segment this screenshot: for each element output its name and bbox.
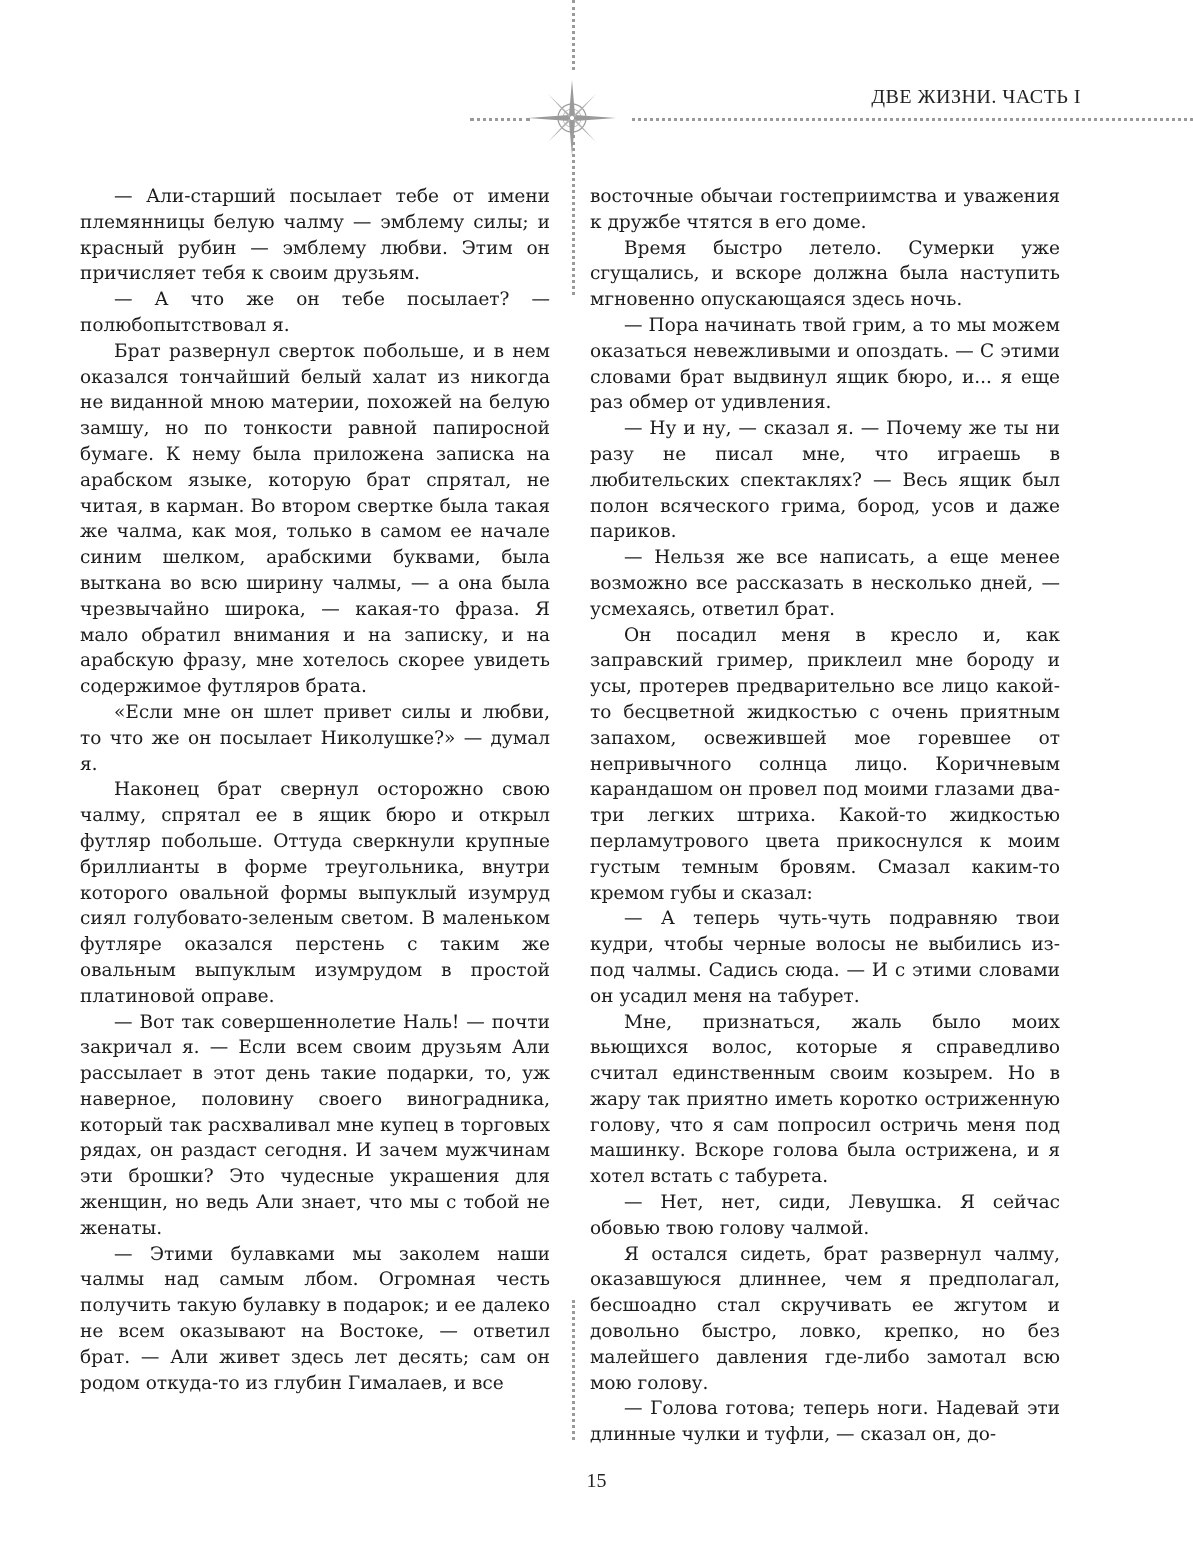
paragraph: — Нельзя же все написать, а еще менее возможно все рассказать в несколько дней, — усмехаясь, ответил брат. bbox=[590, 547, 1060, 620]
dotted-rule-right bbox=[632, 118, 1193, 121]
paragraph: — А что же он тебе посылает? — полюбопытствовал я. bbox=[80, 289, 550, 336]
paragraph: — Али-старший посылает тебе от имени племянницы белую чалму — эмблему силы; и красный рубин — эмблему любви. Этим он причисляет тебя к своим друзьям. bbox=[80, 186, 550, 285]
paragraph: — Вот так совершеннолетие Наль! — почти закричал я. — Если всем своим друзьям Али рассылает в этот день такие подарки, то, уж наверное, половину своего виноградника, который так расхваливал мне купец в торговых рядах, он раздаст сегодня. И зачем мужчинам эти брошки? Это чудесные украшения для женщин, но ведь Али знает, что мы с тобой не женаты. bbox=[80, 1011, 550, 1239]
paragraph: — Ну и ну, — сказал я. — Почему же ты ни разу не писал мне, что играешь в любительских спектаклях? — Весь ящик был полон всяческого грима, бород, усов и даже париков. bbox=[590, 418, 1060, 543]
paragraph: — Этими булавками мы заколем наши чалмы над самым лбом. Огромная честь получить такую булавку в подарок; и ее далеко не всем оказывают на Востоке, — ответил брат. — Али живет здесь лет десять; сам он родом откуда-то из глубин Гималаев, и все bbox=[80, 1243, 550, 1394]
paragraph-continuation: восточные обычаи гостеприимства и уважения к дружбе чтятся в его доме. bbox=[590, 186, 1060, 233]
paragraph: Брат развернул сверток побольше, и в нем оказался тончайший белый халат из никогда не виданной мною материи, похожей на белую замшу, но по тонкости равной папиросной бумаге. К нему была приложена записка на арабском языке, которую брат спрятал, не читая, в карман. Во втором свертке была такая же чалма, как моя, только в самом ее начале синим шелком, арабскими буквами, была выткана во всю ширину чалмы, — а она была чрезвычайно широка, — какая-то фраза. Я мало обратил внимания и на записку, и на арабскую фразу, мне хотелось скорее увидеть содержимое футляров брата. bbox=[80, 340, 550, 698]
compass-rose-icon bbox=[522, 72, 622, 162]
paragraph: «Если мне он шлет привет силы и любви, то что же он посылает Николушке?» — думал я. bbox=[80, 701, 550, 775]
paragraph: — Голова готова; теперь ноги. Надевай эти длинные чулки и туфли, — сказал он, до- bbox=[590, 1398, 1060, 1446]
paragraph: Я остался сидеть, брат развернул чалму, оказавшуюся длиннее, чем я предполагал, бесшоадно стал скручивать ее жгутом и довольно быстро, ловко, крепко, но без малейшего давления где-либо замотал всю мою голову. bbox=[590, 1243, 1060, 1394]
paragraph: Наконец брат свернул осторожно свою чалму, спрятал ее в ящик бюро и открыл футляр побольше. Оттуда сверкнули крупные бриллианты в форме треугольника, внутри которого овальной формы выпуклый изумруд сиял голубовато-зеленым светом. В маленьком футляре оказался перстень с таким же овальным выпуклым изумрудом в простой платиновой оправе. bbox=[80, 779, 550, 1007]
paragraph: — Пора начинать твой грим, а то мы можем оказаться невежливыми и опоздать. — С этими словами брат выдвинул ящик бюро, и... я еще раз обмер от удивления. bbox=[590, 314, 1060, 414]
paragraph: — А теперь чуть-чуть подравняю твои кудри, чтобы черные волосы не выбились из-под чалмы. Садись сюда. — И с этими словами он усадил меня на табурет. bbox=[590, 908, 1060, 1007]
text-column-left bbox=[80, 184, 550, 1396]
dotted-rule-left bbox=[470, 118, 530, 121]
paragraph: Мне, признаться, жаль было моих вьющихся волос, которые я справедливо считал единственным своим козырем. Но в жару так приятно иметь коротко остриженную голову, что я сам попросил остричь меня под машинку. Вскоре голова была острижена, и я хотел встать с табурета. bbox=[590, 1011, 1060, 1188]
running-head: ДВЕ ЖИЗНИ. ЧАСТЬ I bbox=[871, 86, 1081, 108]
dotted-divider-top bbox=[572, 0, 575, 70]
paragraph: Время быстро летело. Сумерки уже сгущались, и вскоре должна была наступить мгновенно опускающаяся здесь ночь. bbox=[590, 237, 1060, 311]
dotted-divider-bottom bbox=[572, 1300, 575, 1440]
paragraph: Он посадил меня в кресло и, как заправский гример, приклеил мне бороду и усы, протерев предварительно все лицо какой-то бесцветной жидкостью с очень приятным запахом, освежившей мое горевшее от непривычного солнца лицо. Коричневым карандашом он провел под моими глазами два-три легких штриха. Какой-то жидкостью перламутрового цвета прикоснулся к моим густым темным бровям. Смазал каким-то кремом губы и сказал: bbox=[590, 624, 1060, 904]
paragraph: — Нет, нет, сиди, Левушка. Я сейчас обовью твою голову чалмой. bbox=[590, 1192, 1060, 1239]
text-column-right bbox=[590, 184, 1060, 1448]
page-number: 15 bbox=[586, 1470, 607, 1492]
